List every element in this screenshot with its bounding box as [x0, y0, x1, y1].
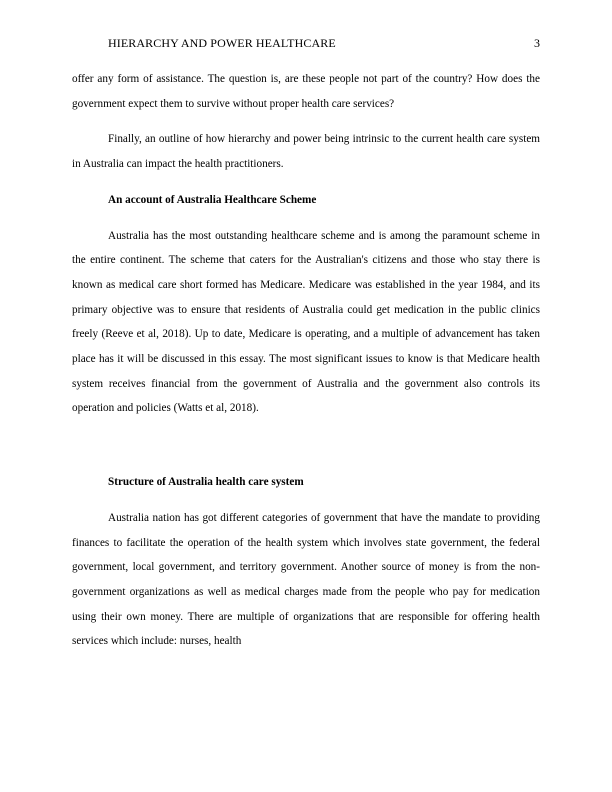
paragraph-continuation: offer any form of assistance. The question is, are these people not part of the country? How does the government expect them to survive without proper health care services? [72, 73, 540, 110]
paragraph-outline: Finally, an outline of how hierarchy and power being intrinsic to the current health care system in Australia can impact the health practitioners. [72, 133, 540, 171]
section-heading-structure: Structure of Australia health care system [108, 476, 304, 489]
page-number: 3 [534, 36, 540, 50]
paragraph-structure: Australia nation has got different categories of government that have the mandate to providing finances to facilitate the operation of the health system which involves state government, the federal government, local government, and territory government. Another source of money is from the non-government organizations as well as medical charges made from the people who pay for medication using their own money. There are multiple of organizations that are responsible for offering health services which include: nurses, health [72, 511, 540, 648]
paragraph-healthcare-scheme: Australia has the most outstanding healthcare scheme and is among the paramount scheme in the entire continent. The scheme that caters for the Australian's citizens and those who stay there is known as medical care short formed has Medicare. Medicare was established in the year 1984, and its primary objective was to ensure that residents of Australia could get medication in the public clinics freely (Reeve et al, 2018). Up to date, Medicare is operating, and a multiple of advancement has taken place has it will be discussed in this essay. The most significant issues to know is that Medicare health system receives financial from the government of Australia and the government also controls its operation and policies (Watts et al, 2018). [72, 229, 540, 415]
section-heading-healthcare-scheme: An account of Australia Healthcare Scheme [108, 193, 317, 206]
running-head: HIERARCHY AND POWER HEALTHCARE [108, 36, 336, 50]
document-body [72, 67, 540, 654]
